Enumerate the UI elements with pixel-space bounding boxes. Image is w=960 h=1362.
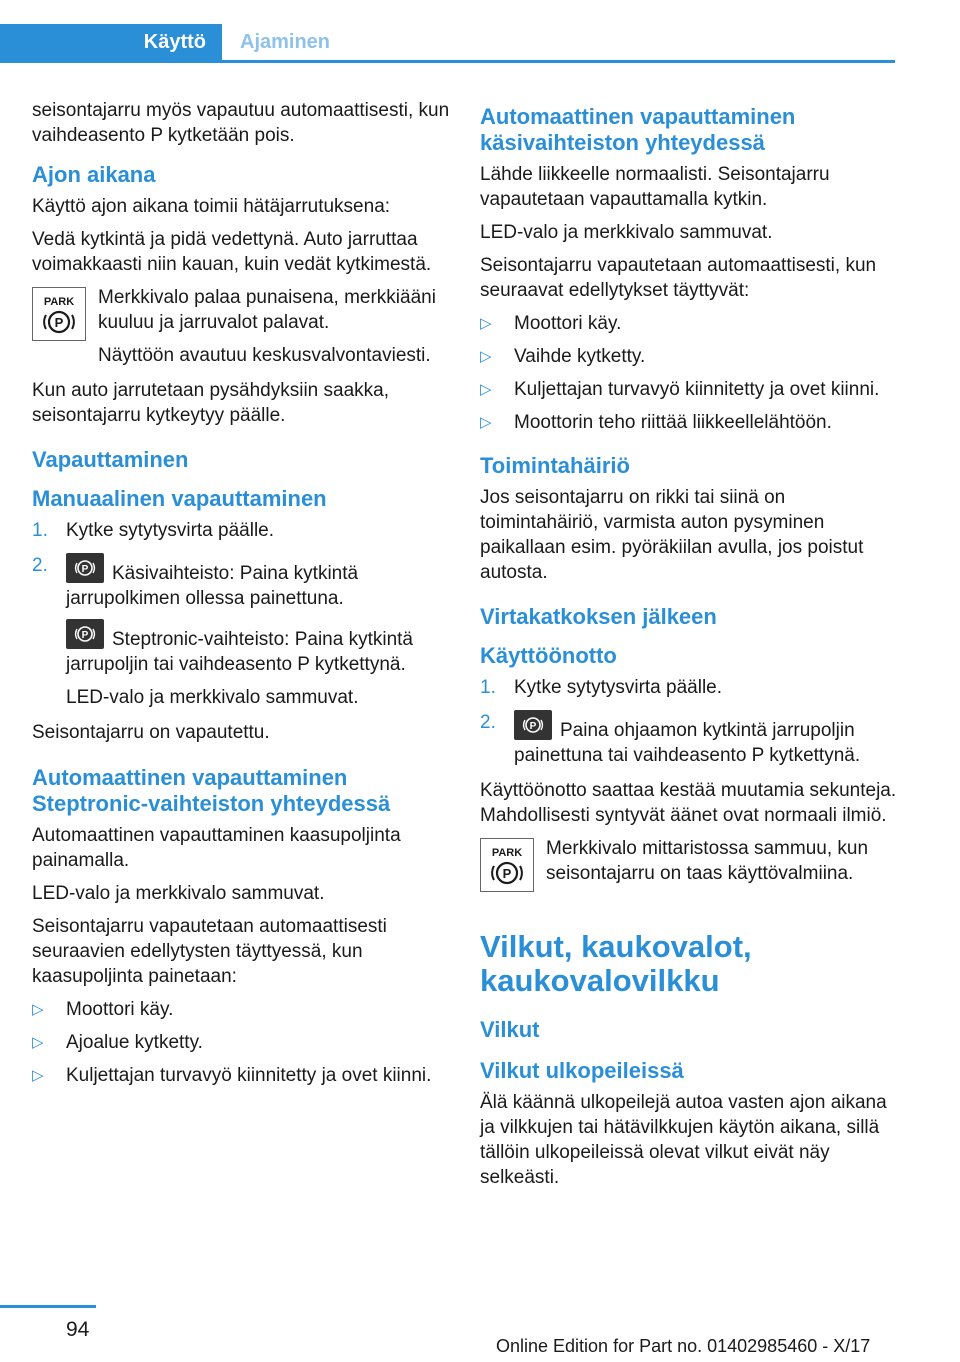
paragraph: Seisontajarru vapautetaan automaattisesti, kun seuraavat edellytykset täyttyvät:	[480, 255, 877, 301]
list-item: ▷ Moottorin teho riittää liikkeellelähtöön.	[480, 412, 832, 433]
note-text: Merkkivalo mittaristossa sammuu, kun seisontajarru on taas käyttövalmiina.	[546, 838, 869, 884]
svg-text:P: P	[54, 315, 64, 330]
conditions-list	[32, 997, 452, 1088]
sub-step: P Steptronic-vaihteisto: Paina kytkintä jarrupoljin tai vaihdeasento P kytkettynä.	[66, 619, 452, 677]
paragraph: Lähde liikkeelle normaalisti. Seisontajarru vapautetaan vapauttamalla kytkin.	[480, 164, 830, 210]
parking-brake-button-icon	[66, 553, 104, 583]
svg-text:P: P	[502, 866, 512, 881]
heading-ajon-aikana: Ajon aikana	[32, 162, 156, 187]
page-number: 94	[66, 1318, 90, 1341]
parking-brake-button-icon	[66, 619, 104, 649]
heading-vilkut-kaukovalot: Vilkut, kaukovalot, kaukovalovilkku	[480, 929, 752, 998]
paragraph: Seisontajarru vapautetaan automaattisesti seuraavien edellytysten täyttyessä, kun kaasupoljinta painetaan:	[32, 916, 387, 987]
triangle-bullet-icon: ▷	[32, 1001, 44, 1018]
list-item: 1. Kytke sytytysvirta päälle.	[32, 520, 275, 541]
heading-automaattinen-steptronic: Automaattinen vapauttaminen Steptronic-vaihteiston yhteydessä	[32, 765, 391, 816]
tab-kaytto[interactable]: Käyttö	[0, 24, 222, 60]
left-column	[32, 98, 452, 1096]
steps-list	[480, 675, 900, 768]
footer-rule	[0, 1305, 96, 1308]
svg-text:P: P	[81, 630, 89, 641]
parking-brake-button-icon	[514, 710, 552, 740]
triangle-bullet-icon: ▷	[480, 414, 492, 431]
list-item: 1. Kytke sytytysvirta päälle.	[480, 677, 723, 698]
chapter-tabs	[0, 24, 895, 62]
edition-note: Online Edition for Part no. 01402985460 - X/17	[496, 1336, 871, 1356]
paragraph: Automaattinen vapauttaminen kaasupoljinta painamalla.	[32, 825, 401, 871]
triangle-bullet-icon: ▷	[480, 315, 492, 332]
paragraph: LED-valo ja merkkivalo sammuvat.	[480, 222, 773, 243]
park-brake-indicator-icon	[480, 838, 534, 892]
paragraph: Älä käännä ulkopeilejä autoa vasten ajon aikana ja vilkkujen tai hätävilkkujen käytön aikana, sillä tällöin ulkopeileissä olevat vilkut eivät näy selkeästi.	[480, 1092, 887, 1188]
list-item: ▷ Kuljettajan turvavyö kiinnitetty ja ovet kiinni.	[480, 379, 880, 400]
paragraph: Vedä kytkintä ja pidä vedettynä. Auto jarruttaa voimakkaasti niin kauan, kuin vedät kytkimestä.	[32, 229, 432, 275]
note-text: Merkkivalo palaa punaisena, merkkiääni kuuluu ja jarruvalot palavat.	[98, 287, 436, 333]
list-item: ▷ Ajoalue kytketty.	[32, 1032, 203, 1053]
right-column	[480, 104, 900, 1198]
heading-automaattinen-kasivaihteisto: Automaattinen vapauttaminen käsivaihteiston yhteydessä	[480, 104, 796, 155]
triangle-bullet-icon: ▷	[480, 348, 492, 365]
svg-text:P: P	[529, 721, 537, 732]
note-text: Näyttöön avautuu keskusvalvontaviesti.	[98, 345, 431, 366]
paragraph: Käyttö ajon aikana toimii hätäjarrutuksena:	[32, 196, 391, 217]
header-rule	[0, 60, 895, 63]
paragraph: Kun auto jarrutetaan pysähdyksiin saakka, seisontajarru kytkeytyy päälle.	[32, 380, 389, 426]
list-item: 2. P Paina ohjaamon kytkintä jarrupoljin painettuna tai vaihdeasento P kytkettynä.	[480, 712, 861, 766]
paragraph: Seisontajarru on vapautettu.	[32, 722, 270, 743]
heading-vapauttaminen: Vapauttaminen	[32, 447, 189, 472]
triangle-bullet-icon: ▷	[480, 381, 492, 398]
heading-virtakatkoksen-jalkeen: Virtakatkoksen jälkeen	[480, 604, 717, 629]
svg-text:PARK: PARK	[43, 296, 75, 308]
warning-note	[32, 285, 452, 368]
paragraph: Jos seisontajarru on rikki tai siinä on toimintahäiriö, varmista auton pysyminen paikallaan esim. pyöräkiilan avulla, jos poistut autosta.	[480, 487, 864, 583]
sub-step: LED-valo ja merkkivalo sammuvat.	[66, 687, 359, 708]
heading-manuaalinen: Manuaalinen vapauttaminen	[32, 486, 327, 511]
heading-toimintahairio: Toimintahäiriö	[480, 453, 630, 478]
heading-vilkut-ulkopeileissa: Vilkut ulkopeileissä	[480, 1058, 684, 1083]
list-item: ▷ Vaihde kytketty.	[480, 346, 646, 367]
svg-text:P: P	[81, 564, 89, 575]
steps-list	[32, 518, 452, 710]
conditions-list	[480, 311, 900, 435]
info-note	[480, 836, 900, 896]
paragraph: Käyttöönotto saattaa kestää muutamia sekunteja. Mahdollisesti syntyvät äänet ovat normaali ilmiö.	[480, 780, 897, 826]
svg-text:PARK: PARK	[491, 847, 523, 859]
heading-kayttoonotto: Käyttöönotto	[480, 643, 617, 668]
list-item: ▷ Moottori käy.	[480, 313, 622, 334]
heading-vilkut: Vilkut	[480, 1017, 540, 1042]
paragraph: LED-valo ja merkkivalo sammuvat.	[32, 883, 325, 904]
paragraph: seisontajarru myös vapautuu automaattisesti, kun vaihdeasento P kytketään pois.	[32, 100, 450, 146]
list-item: 2. P Käsivaihteisto: Paina kytkintä jarrupolkimen ollessa painettuna. P Steptronic-vaihteisto: Paina kytkintä jarrupoljin tai vaihdeasento P kytkettynä. LED-valo ja merkkivalo sammuvat.	[32, 553, 452, 710]
tab-ajaminen[interactable]: Ajaminen	[240, 31, 331, 53]
list-item: ▷ Kuljettajan turvavyö kiinnitetty ja ovet kiinni.	[32, 1065, 432, 1086]
triangle-bullet-icon: ▷	[32, 1067, 44, 1084]
list-item: ▷ Moottori käy.	[32, 999, 174, 1020]
triangle-bullet-icon: ▷	[32, 1034, 44, 1051]
park-brake-indicator-icon	[32, 287, 86, 341]
